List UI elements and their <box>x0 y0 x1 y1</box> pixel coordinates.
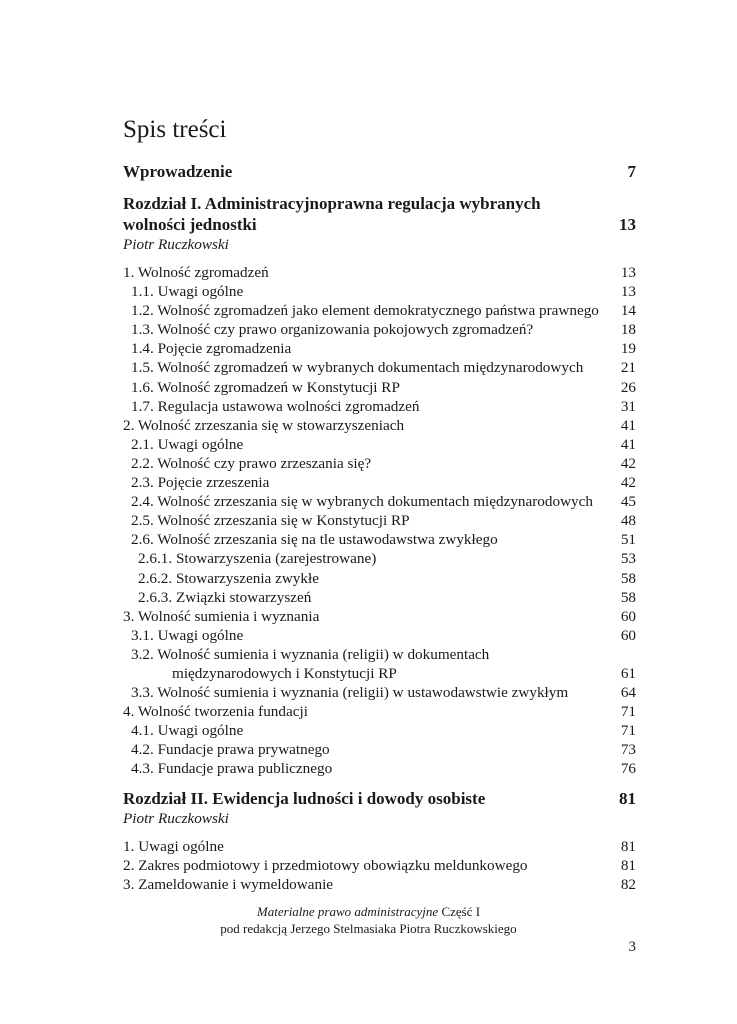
toc-entry[interactable] <box>123 569 636 588</box>
footer-editors: pod redakcją Jerzego Stelmasiaka Piotra Ruczkowskiego <box>220 921 517 936</box>
toc-entry-page: 31 <box>620 397 636 415</box>
toc-entry-page: 48 <box>620 512 636 530</box>
toc-entry-page: 19 <box>620 340 636 358</box>
toc-entry-label: 3. Zameldowanie i wymeldowanie <box>123 875 334 893</box>
toc-entry-label: 4.2. Fundacje prawa prywatnego <box>131 741 330 759</box>
toc-entry[interactable] <box>123 683 636 702</box>
toc-entry[interactable] <box>123 588 636 607</box>
toc-entry-label: 1.7. Regulacja ustawowa wolności zgromadzeń <box>131 397 420 415</box>
toc-entry[interactable] <box>123 454 636 473</box>
toc-entry-page: 13 <box>620 264 636 281</box>
toc-entry-label: 1.5. Wolność zgromadzeń w wybranych dokumentach międzynarodowych <box>131 359 584 377</box>
toc-entry-page: 53 <box>620 550 636 568</box>
toc-entry-label: 2.6.3. Związki stowarzyszeń <box>138 588 312 606</box>
footer-title-line <box>0 903 737 920</box>
footer-part: Część I <box>441 904 481 919</box>
toc-entry-label: 3. Wolność sumienia i wyznania <box>123 607 320 625</box>
toc-entry-label: 1.4. Pojęcie zgromadzenia <box>131 340 292 358</box>
toc-entry-page: 61 <box>620 664 636 682</box>
toc-entry-label: 3.2. Wolność sumienia i wyznania (religii) w dokumentach <box>131 645 490 663</box>
toc-entry-page: 14 <box>620 302 636 320</box>
toc-entry-label: 4.3. Fundacje prawa publicznego <box>131 760 333 778</box>
toc-entry[interactable] <box>123 416 636 435</box>
toc-entry-page: 73 <box>620 741 636 759</box>
toc-entry[interactable] <box>123 530 636 549</box>
toc-entry[interactable] <box>123 397 636 416</box>
toc-entry[interactable] <box>123 875 636 894</box>
toc-entry-label: 2.6. Wolność zrzeszania się na tle ustawodawstwa zwykłego <box>131 531 498 549</box>
chapter-2-title: Rozdział II. Ewidencja ludności i dowody osobiste <box>123 788 486 808</box>
toc-entry-page: 71 <box>620 703 636 721</box>
toc-entry[interactable] <box>123 702 636 721</box>
toc-entry-page: 71 <box>620 722 636 740</box>
toc-entry-label-continued: międzynarodowych i Konstytucji RP <box>172 664 397 682</box>
footer-book-title: Materialne prawo administracyjne <box>256 904 439 919</box>
toc-entry-label: 2.6.1. Stowarzyszenia (zarejestrowane) <box>138 550 377 568</box>
toc-entry-label: 1. Uwagi ogólne <box>123 837 224 855</box>
toc-intro-page: 7 <box>627 162 636 181</box>
toc-entry[interactable] <box>123 339 636 358</box>
toc-entry-page: 41 <box>620 416 636 434</box>
chapter-1-title-line1: Rozdział I. Administracyjnoprawna regulacja wybranych <box>123 194 541 213</box>
toc-entry-label: 2.4. Wolność zrzeszania się w wybranych dokumentach międzynarodowych <box>131 493 593 511</box>
toc-entry-label: 2.3. Pojęcie zrzeszenia <box>131 474 270 492</box>
toc-entry-label: 2.6.2. Stowarzyszenia zwykłe <box>138 569 319 587</box>
toc-entry[interactable] <box>123 301 636 320</box>
toc-entry[interactable] <box>123 511 636 530</box>
toc-entry[interactable] <box>123 549 636 568</box>
toc-entry-label: 2.2. Wolność czy prawo zrzeszania się? <box>131 454 372 472</box>
chapter-1-entries <box>123 263 636 779</box>
toc-entry-label: 1.6. Wolność zgromadzeń w Konstytucji RP <box>131 378 400 396</box>
toc-entry-page: 42 <box>620 454 636 472</box>
toc-entry-label: 4. Wolność tworzenia fundacji <box>123 703 308 721</box>
toc-entry-label: 1.2. Wolność zgromadzeń jako element demokratycznego państwa prawnego <box>131 302 599 320</box>
toc-entry-label: 3.1. Uwagi ogólne <box>131 626 244 644</box>
toc-entry-page: 26 <box>620 378 636 396</box>
toc-entry[interactable] <box>123 740 636 759</box>
toc-entry-label: 2. Wolność zrzeszania się w stowarzyszeniach <box>123 416 405 434</box>
toc-entry[interactable] <box>123 856 636 875</box>
table-of-contents <box>123 161 636 894</box>
toc-entry-page: 42 <box>620 474 636 492</box>
toc-entry-label: 3.3. Wolność sumienia i wyznania (religii) w ustawodawstwie zwykłym <box>131 684 569 702</box>
toc-entry-page: 76 <box>620 760 636 778</box>
toc-entry-page: 81 <box>620 837 636 855</box>
toc-entry-page: 81 <box>620 856 636 874</box>
toc-entry[interactable] <box>123 282 636 301</box>
page-title: Spis treści <box>123 116 227 143</box>
toc-intro[interactable] <box>123 161 636 182</box>
toc-entry[interactable] <box>123 759 636 778</box>
toc-entry-label: 4.1. Uwagi ogólne <box>131 722 244 740</box>
chapter-2-author: Piotr Ruczkowski <box>123 809 229 827</box>
chapter-2-page: 81 <box>619 788 636 808</box>
toc-entry-label: 2.1. Uwagi ogólne <box>131 435 244 453</box>
toc-entry-label: 1.1. Uwagi ogólne <box>131 283 244 301</box>
toc-entry[interactable] <box>123 358 636 377</box>
toc-entry[interactable] <box>123 837 636 856</box>
toc-entry-page: 64 <box>620 684 636 702</box>
chapter-1-title-line2: wolności jednostki <box>123 215 257 234</box>
toc-entry[interactable] <box>123 320 636 339</box>
chapter-1-page: 13 <box>619 215 636 234</box>
toc-chapter-1[interactable] <box>123 193 636 235</box>
toc-entry-page: 18 <box>620 321 636 339</box>
toc-entry-page: 21 <box>620 359 636 377</box>
toc-entry-page: 51 <box>620 531 636 549</box>
toc-entry-page: 45 <box>620 493 636 511</box>
toc-entry-label: 2. Zakres podmiotowy i przedmiotowy obowiązku meldunkowego <box>123 856 528 874</box>
toc-entry-page: 82 <box>620 875 636 893</box>
toc-entry-page: 13 <box>620 283 636 301</box>
chapter-1-author: Piotr Ruczkowski <box>123 236 229 253</box>
toc-entry[interactable] <box>123 645 636 683</box>
toc-entry-page: 58 <box>620 569 636 587</box>
toc-entry-label: 1. Wolność zgromadzeń <box>123 264 269 281</box>
toc-entry[interactable] <box>123 626 636 645</box>
toc-entry[interactable] <box>123 492 636 511</box>
toc-entry-label: 1.3. Wolność czy prawo organizowania pokojowych zgromadzeń? <box>131 321 534 339</box>
toc-entry-label: 2.5. Wolność zrzeszania się w Konstytucji RP <box>131 512 410 530</box>
book-footer <box>0 903 737 937</box>
toc-intro-label: Wprowadzenie <box>123 162 233 181</box>
chapter-2-entries <box>123 837 636 894</box>
toc-entry[interactable] <box>123 263 636 282</box>
page-number: 3 <box>628 939 636 955</box>
toc-entry[interactable] <box>123 473 636 492</box>
toc-entry[interactable] <box>123 435 636 454</box>
toc-entry[interactable] <box>123 607 636 626</box>
toc-entry[interactable] <box>123 378 636 397</box>
toc-entry-page: 41 <box>620 435 636 453</box>
toc-entry-page: 60 <box>620 607 636 625</box>
toc-entry-page: 58 <box>620 588 636 606</box>
toc-chapter-2[interactable] <box>123 788 636 809</box>
toc-entry[interactable] <box>123 721 636 740</box>
toc-entry-page: 60 <box>620 626 636 644</box>
